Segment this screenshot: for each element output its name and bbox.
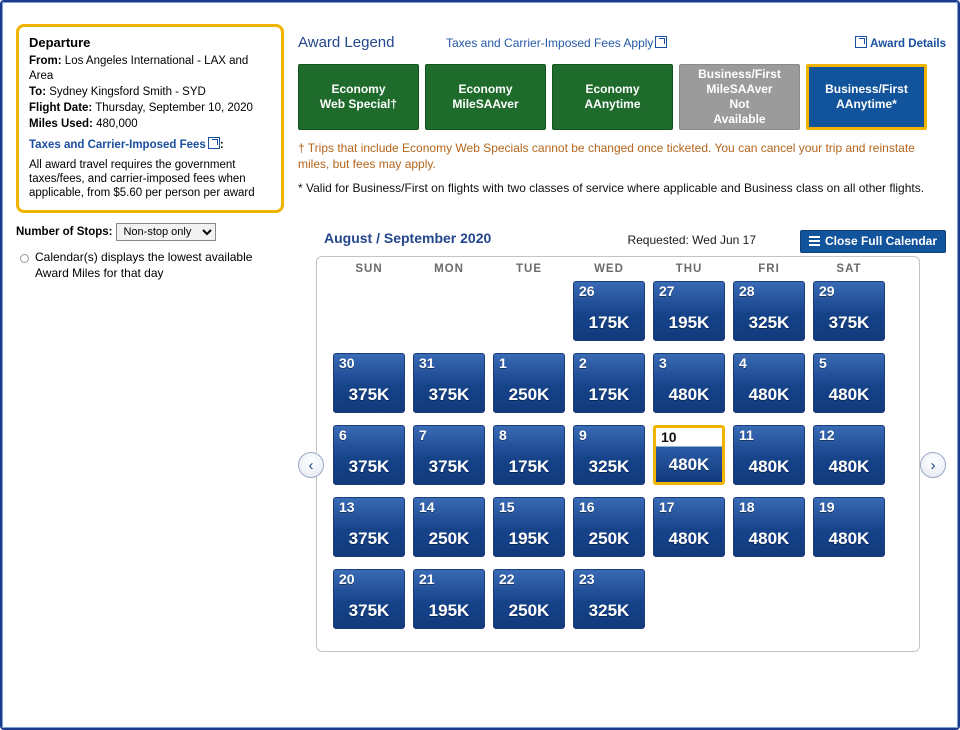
- calendar-day-button[interactable]: [333, 353, 405, 413]
- colon: :: [219, 139, 224, 151]
- day-number: 3: [659, 355, 667, 371]
- day-miles: 480K: [828, 385, 870, 404]
- legend-card-economy-aanytime[interactable]: [552, 64, 673, 130]
- day-miles: 195K: [508, 529, 550, 548]
- calendar-cell: [569, 493, 649, 565]
- day-miles: 375K: [348, 385, 390, 404]
- day-miles: 250K: [508, 601, 550, 620]
- day-number: 28: [739, 283, 755, 299]
- day-number: 26: [579, 283, 595, 299]
- day-miles: 480K: [668, 385, 710, 404]
- dow-mon: MON: [434, 263, 464, 275]
- bullet-icon: [20, 254, 29, 263]
- day-number: 21: [419, 571, 435, 587]
- calendar-cell: [489, 421, 569, 493]
- calendar-cell: [409, 493, 489, 565]
- legend-card-line2: AAnytime*: [836, 97, 897, 111]
- calendar-cell: [409, 349, 489, 421]
- day-number: 27: [659, 283, 675, 299]
- calendar-cell: [649, 421, 729, 493]
- from-label: From:: [29, 55, 62, 67]
- day-number: 14: [419, 499, 435, 515]
- day-number: 23: [579, 571, 595, 587]
- calendar-empty-cell: [649, 565, 729, 637]
- calendar-day-button[interactable]: [573, 353, 645, 413]
- legend-card-business-first-milesaaver-unavailable[interactable]: [679, 64, 800, 130]
- miles-used-label: Miles Used:: [29, 118, 93, 130]
- calendar-week-row: [327, 421, 909, 493]
- legend-card-line1: Business/First: [698, 67, 781, 81]
- calendar-day-button[interactable]: [733, 353, 805, 413]
- legend-card-business-first-aanytime[interactable]: [806, 64, 927, 130]
- calendar-cell: [729, 277, 809, 349]
- calendar-cell: [569, 565, 649, 637]
- calendar-empty-cell: [409, 277, 489, 349]
- calendar-month-title: August / September 2020: [324, 230, 492, 246]
- number-of-stops-row: [16, 223, 284, 241]
- calendar-cell: [649, 277, 729, 349]
- calendar-cell: [649, 349, 729, 421]
- departure-title: Departure: [29, 35, 91, 50]
- departure-fees-link-row: [29, 137, 271, 153]
- calendar-day-button[interactable]: [813, 497, 885, 557]
- calendar-day-button[interactable]: [413, 569, 485, 629]
- legend-header: [298, 34, 946, 56]
- number-of-stops-label: Number of Stops:: [16, 226, 113, 238]
- grid-icon: [809, 236, 820, 247]
- external-link-icon: [855, 36, 867, 48]
- to-label: To:: [29, 86, 47, 98]
- calendar-empty-cell: [489, 277, 569, 349]
- day-miles: 250K: [428, 529, 470, 548]
- calendar-empty-cell: [329, 277, 409, 349]
- calendar-cell: [329, 565, 409, 637]
- legend-note-star: * Valid for Business/First on flights with two classes of service where applicable and Business class on all other flights.: [298, 181, 925, 195]
- calendar-cell: [729, 349, 809, 421]
- day-miles: 480K: [748, 529, 790, 548]
- calendar-cell: [329, 493, 409, 565]
- next-week-arrow[interactable]: ›: [920, 452, 946, 478]
- previous-week-arrow[interactable]: ‹: [298, 452, 324, 478]
- day-number: 1: [499, 355, 507, 371]
- calendar-day-button[interactable]: [493, 425, 565, 485]
- miles-used-value: 480,000: [96, 118, 138, 130]
- day-miles: 195K: [668, 313, 710, 332]
- calendar-week-row: [327, 565, 909, 637]
- day-miles: 195K: [428, 601, 470, 620]
- day-miles: 175K: [508, 457, 550, 476]
- day-miles: 375K: [348, 529, 390, 548]
- day-miles: 175K: [588, 385, 630, 404]
- day-miles: 480K: [668, 529, 710, 548]
- calendar-day-button[interactable]: [413, 497, 485, 557]
- legend-card-line2: AAnytime: [584, 97, 641, 111]
- dow-tue: TUE: [516, 263, 542, 275]
- legend-card-line1: Economy: [585, 82, 640, 96]
- day-number: 29: [819, 283, 835, 299]
- legend-note-dagger: † Trips that include Economy Web Specials cannot be changed once ticketed. You can cancel your trip and reinstate miles, but fees may apply.: [298, 141, 915, 171]
- day-number: 20: [339, 571, 355, 587]
- calendar-cell: [329, 349, 409, 421]
- day-number: 2: [579, 355, 587, 371]
- to-value: Sydney Kingsford Smith - SYD: [49, 86, 206, 98]
- taxes-apply-label: Taxes and Carrier-Imposed Fees Apply: [446, 36, 654, 50]
- legend-card-line4: Available: [713, 112, 766, 126]
- day-miles: 375K: [348, 601, 390, 620]
- calendar-cell: [489, 565, 569, 637]
- day-number: 18: [739, 499, 755, 515]
- legend-card-line1: Business/First: [825, 82, 908, 96]
- calendar-cell: [809, 421, 889, 493]
- taxes-and-fees-link[interactable]: Taxes and Carrier-Imposed Fees: [29, 139, 206, 151]
- calendar-day-button[interactable]: [493, 569, 565, 629]
- number-of-stops-select[interactable]: [116, 223, 216, 241]
- legend-card-line1: Economy: [458, 82, 513, 96]
- legend-card-line3: Not: [729, 97, 750, 111]
- full-calendar: [298, 230, 946, 652]
- legend-card-line1: Economy: [331, 82, 386, 96]
- fees-disclaimer-text: All award travel requires the government taxes/fees, and carrier-imposed fees when applicable, from $5.60 per person per award: [29, 159, 255, 199]
- day-miles: 325K: [588, 457, 630, 476]
- departure-from-row: [29, 54, 271, 84]
- calendar-day-button[interactable]: [493, 353, 565, 413]
- calendar-cell: [729, 421, 809, 493]
- day-number: 10: [661, 429, 677, 445]
- day-number: 17: [659, 499, 675, 515]
- calendar-help-note: [16, 249, 284, 281]
- calendar-cell: [409, 565, 489, 637]
- day-miles: 375K: [428, 457, 470, 476]
- day-miles: 375K: [428, 385, 470, 404]
- dow-thu: THU: [675, 263, 703, 275]
- calendar-day-button[interactable]: [333, 425, 405, 485]
- day-number: 6: [339, 427, 347, 443]
- flight-date-label: Flight Date:: [29, 102, 93, 114]
- calendar-cell: [329, 421, 409, 493]
- award-details-label: Award Details: [870, 38, 946, 50]
- day-number: 22: [499, 571, 515, 587]
- calendar-day-button[interactable]: [733, 425, 805, 485]
- award-details-link[interactable]: [853, 36, 946, 50]
- calendar-cell: [809, 349, 889, 421]
- calendar-empty-cell: [729, 565, 809, 637]
- flight-date-value: Thursday, September 10, 2020: [95, 102, 253, 114]
- calendar-cell: [569, 277, 649, 349]
- calendar-day-button[interactable]: [573, 569, 645, 629]
- calendar-day-button-selected[interactable]: [653, 425, 725, 485]
- day-number: 16: [579, 499, 595, 515]
- departure-flight-date-row: [29, 101, 271, 116]
- day-number: 8: [499, 427, 507, 443]
- legend-cards: [298, 64, 946, 130]
- calendar-day-button[interactable]: [653, 281, 725, 341]
- day-number: 12: [819, 427, 835, 443]
- calendar-day-button[interactable]: [813, 281, 885, 341]
- day-miles: 375K: [348, 457, 390, 476]
- day-miles: 175K: [588, 313, 630, 332]
- calendar-cell: [489, 493, 569, 565]
- legend-card-line2: MileSAAver: [452, 97, 519, 111]
- calendar-day-button[interactable]: [573, 425, 645, 485]
- day-miles: 480K: [748, 457, 790, 476]
- calendar-grid: [316, 256, 920, 652]
- calendar-day-button[interactable]: [333, 569, 405, 629]
- calendar-cell: [569, 421, 649, 493]
- calendar-cell: [409, 421, 489, 493]
- dow-fri: FRI: [758, 263, 780, 275]
- calendar-day-button[interactable]: [813, 425, 885, 485]
- day-number: 11: [739, 427, 754, 443]
- calendar-cell: [809, 493, 889, 565]
- legend-card-economy-milesaaver[interactable]: [425, 64, 546, 130]
- day-number: 13: [339, 499, 355, 515]
- day-number: 19: [819, 499, 835, 515]
- close-full-calendar-label: Close Full Calendar: [824, 234, 937, 248]
- calendar-header: [298, 230, 946, 252]
- day-miles: 480K: [748, 385, 790, 404]
- departure-miles-row: [29, 117, 271, 132]
- calendar-day-button[interactable]: [813, 353, 885, 413]
- calendar-day-button[interactable]: [653, 497, 725, 557]
- day-miles: 480K: [668, 455, 710, 474]
- taxes-and-fees-apply-link[interactable]: [446, 36, 667, 50]
- day-miles: 480K: [828, 457, 870, 476]
- legend-card-line2: Web Special†: [319, 97, 398, 111]
- calendar-day-button[interactable]: [653, 353, 725, 413]
- calendar-cell: [809, 277, 889, 349]
- day-number: 15: [499, 499, 515, 515]
- day-miles: 250K: [588, 529, 630, 548]
- day-miles: 375K: [828, 313, 870, 332]
- calendar-requested-date: Requested: Wed Jun 17: [627, 233, 756, 247]
- calendar-week-row: [327, 493, 909, 565]
- from-value: Los Angeles International - LAX and Area: [29, 55, 249, 82]
- calendar-cell: [649, 493, 729, 565]
- day-number: 5: [819, 355, 827, 371]
- day-number: 4: [739, 355, 747, 371]
- calendar-day-of-week-row: [327, 263, 909, 277]
- day-number: 7: [419, 427, 427, 443]
- calendar-day-button[interactable]: [733, 497, 805, 557]
- calendar-day-button[interactable]: [733, 281, 805, 341]
- calendar-empty-cell: [809, 565, 889, 637]
- calendar-cell: [569, 349, 649, 421]
- calendar-week-row: [327, 349, 909, 421]
- calendar-week-row: [327, 277, 909, 349]
- legend-card-economy-web-special[interactable]: [298, 64, 419, 130]
- calendar-day-button[interactable]: [493, 497, 565, 557]
- departure-summary-box: [16, 24, 284, 213]
- legend-title: Award Legend: [298, 34, 395, 51]
- close-full-calendar-button[interactable]: [800, 230, 946, 253]
- left-panel: [16, 24, 284, 281]
- day-miles: 480K: [828, 529, 870, 548]
- day-number: 31: [419, 355, 435, 371]
- day-number: 30: [339, 355, 355, 371]
- day-miles: 250K: [508, 385, 550, 404]
- calendar-cell: [729, 493, 809, 565]
- departure-to-row: [29, 85, 271, 100]
- calendar-day-button[interactable]: [333, 497, 405, 557]
- external-link-icon: [655, 36, 667, 48]
- calendar-day-button[interactable]: [573, 497, 645, 557]
- day-miles: 325K: [748, 313, 790, 332]
- award-legend-panel: [298, 34, 946, 196]
- legend-card-line2: MileSAAver: [706, 82, 773, 96]
- day-miles: 325K: [588, 601, 630, 620]
- calendar-day-button[interactable]: [573, 281, 645, 341]
- calendar-cell: [489, 349, 569, 421]
- calendar-day-button[interactable]: [413, 425, 485, 485]
- calendar-day-button[interactable]: [413, 353, 485, 413]
- dow-wed: WED: [594, 263, 624, 275]
- dow-sun: SUN: [355, 263, 383, 275]
- calendar-help-text: Calendar(s) displays the lowest available Award Miles for that day: [35, 250, 253, 280]
- external-link-icon: [208, 137, 220, 149]
- day-number: 9: [579, 427, 587, 443]
- dow-sat: SAT: [836, 263, 862, 275]
